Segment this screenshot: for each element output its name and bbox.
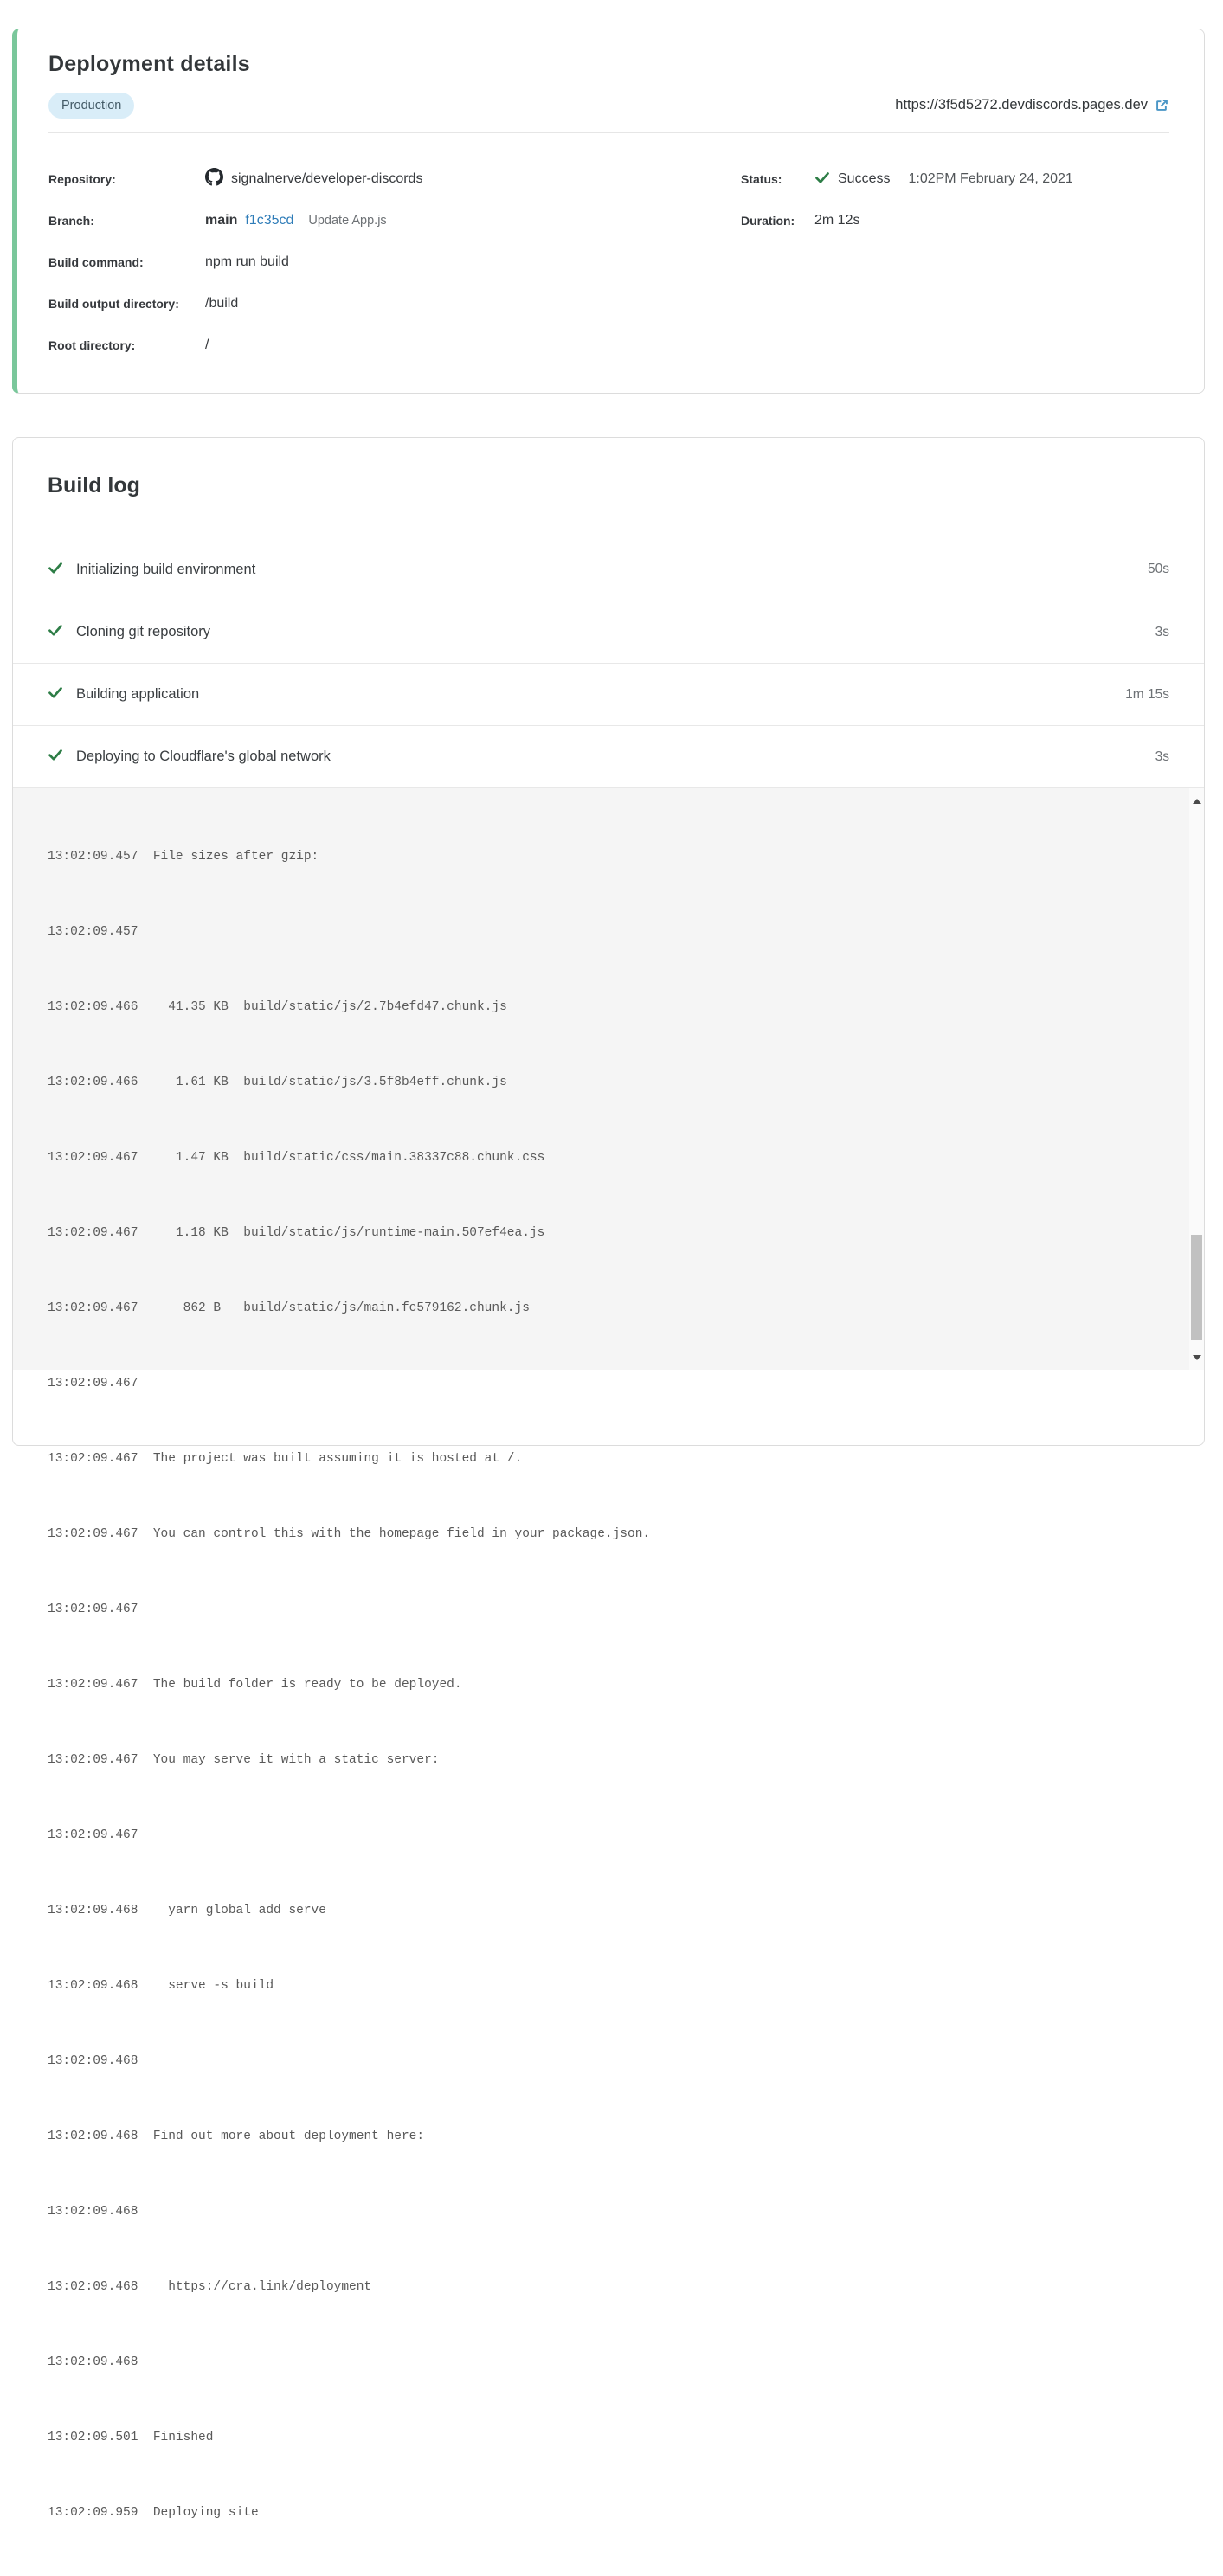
repository-value	[205, 168, 422, 190]
log-line: 13:02:09.467 1.18 KB build/static/js/runtime-main.507ef4ea.js	[48, 1226, 545, 1240]
build-step-build[interactable]	[13, 663, 1204, 725]
log-line: 13:02:09.467	[48, 1828, 138, 1842]
step-check-icon	[48, 684, 63, 704]
step-label: Cloning git repository	[76, 624, 210, 639]
deployment-url-text: https://3f5d5272.devdiscords.pages.dev	[895, 97, 1148, 112]
repository-label: Repository:	[48, 172, 116, 186]
deployment-details-card	[12, 29, 1205, 394]
success-check-icon	[814, 170, 830, 190]
commit-hash-link[interactable]: f1c35cd	[245, 213, 294, 228]
build-command-row	[48, 241, 741, 283]
repository-row	[48, 158, 741, 200]
log-line: 13:02:09.468	[48, 2355, 138, 2369]
step-label: Initializing build environment	[76, 561, 256, 577]
build-command-value: npm run build	[205, 254, 289, 269]
log-line: 13:02:09.467 You may serve it with a static server:	[48, 1753, 440, 1767]
root-directory-value: /	[205, 337, 209, 352]
log-line: 13:02:09.467	[48, 1603, 138, 1616]
branch-row	[48, 200, 741, 241]
log-line: 13:02:09.468	[48, 2054, 138, 2068]
log-line: 13:02:09.457 File sizes after gzip:	[48, 850, 319, 864]
step-check-icon	[48, 622, 63, 642]
branch-name: main	[205, 213, 238, 228]
log-scrollbar[interactable]	[1189, 788, 1204, 1370]
build-log-card	[12, 437, 1205, 2520]
build-output-directory-label: Build output directory:	[48, 297, 179, 311]
log-line: 13:02:09.467 1.47 KB build/static/css/main.38337c88.chunk.css	[48, 1151, 545, 1165]
duration-row	[741, 200, 1169, 241]
step-label: Deploying to Cloudflare's global network	[76, 748, 331, 764]
log-line: 13:02:09.467 The build folder is ready to be deployed.	[48, 1678, 462, 1692]
github-icon	[205, 168, 223, 190]
log-line: 13:02:09.467	[48, 1377, 138, 1391]
log-line: 13:02:09.457	[48, 925, 138, 939]
status-timestamp: 1:02PM February 24, 2021	[908, 171, 1073, 186]
status-label: Status:	[741, 172, 782, 186]
log-line: 13:02:09.468 serve -s build	[48, 1979, 274, 1993]
build-log-output	[13, 788, 1204, 2576]
log-line: 13:02:09.468	[48, 2205, 138, 2219]
duration-value: 2m 12s	[814, 213, 860, 228]
build-log-title: Build log	[48, 473, 140, 498]
duration-label: Duration:	[741, 214, 795, 228]
status-row	[741, 158, 1169, 200]
log-line: 13:02:09.468 yarn global add serve	[48, 1904, 326, 1918]
header-divider	[48, 132, 1169, 133]
log-line: 13:02:09.466 41.35 KB build/static/js/2.7b4efd47.chunk.js	[48, 1000, 507, 1014]
log-line: 13:02:09.468 Find out more about deployment here:	[48, 2130, 425, 2143]
log-line: 13:02:09.467 The project was built assuming it is hosted at /.	[48, 1452, 523, 1466]
status-text: Success	[838, 171, 891, 186]
scrollbar-down-arrow-icon[interactable]	[1189, 1350, 1204, 1365]
step-duration: 50s	[1148, 562, 1169, 576]
log-line: 13:02:09.466 1.61 KB build/static/js/3.5f8b4eff.chunk.js	[48, 1076, 507, 1089]
build-command-label: Build command:	[48, 255, 144, 269]
build-step-initialize[interactable]	[13, 538, 1204, 601]
build-steps-list	[13, 538, 1204, 787]
deployment-url-link[interactable]	[895, 97, 1169, 113]
branch-label: Branch:	[48, 214, 94, 228]
build-output-directory-row	[48, 283, 741, 324]
scrollbar-up-arrow-icon[interactable]	[1189, 793, 1204, 808]
step-duration: 3s	[1155, 748, 1169, 764]
log-line: 13:02:09.501 Finished	[48, 2431, 214, 2444]
root-directory-row	[48, 324, 741, 366]
deployment-fields-right	[741, 158, 1169, 366]
repository-name: signalnerve/developer-discords	[231, 171, 423, 186]
commit-message: Update App.js	[308, 214, 387, 228]
log-line: 13:02:09.467 You can control this with the homepage field in your package.json.	[48, 1527, 651, 1541]
external-link-icon	[1155, 98, 1169, 112]
step-check-icon	[48, 560, 63, 580]
build-step-clone[interactable]	[13, 601, 1204, 663]
environment-badge: Production	[48, 93, 134, 119]
deployment-fields	[48, 158, 1169, 366]
build-output-directory-value: /build	[205, 296, 239, 311]
status-value	[814, 170, 1073, 190]
log-line: 13:02:09.468 https://cra.link/deployment	[48, 2280, 372, 2294]
deployment-fields-left	[48, 158, 741, 366]
page-title: Deployment details	[48, 52, 250, 76]
step-check-icon	[48, 747, 63, 767]
log-line: 13:02:09.959 Deploying site	[48, 2506, 259, 2520]
step-duration: 1m 15s	[1125, 686, 1169, 702]
step-duration: 3s	[1155, 624, 1169, 639]
log-line: 13:02:09.467 862 B build/static/js/main.fc579162.chunk.js	[48, 1301, 530, 1315]
root-directory-label: Root directory:	[48, 338, 136, 352]
step-label: Building application	[76, 686, 200, 702]
deployment-top-row	[48, 92, 1169, 119]
build-log-console[interactable]	[13, 787, 1204, 2520]
scrollbar-thumb[interactable]	[1191, 1235, 1202, 1340]
build-step-deploy[interactable]	[13, 725, 1204, 787]
branch-value	[205, 213, 387, 228]
